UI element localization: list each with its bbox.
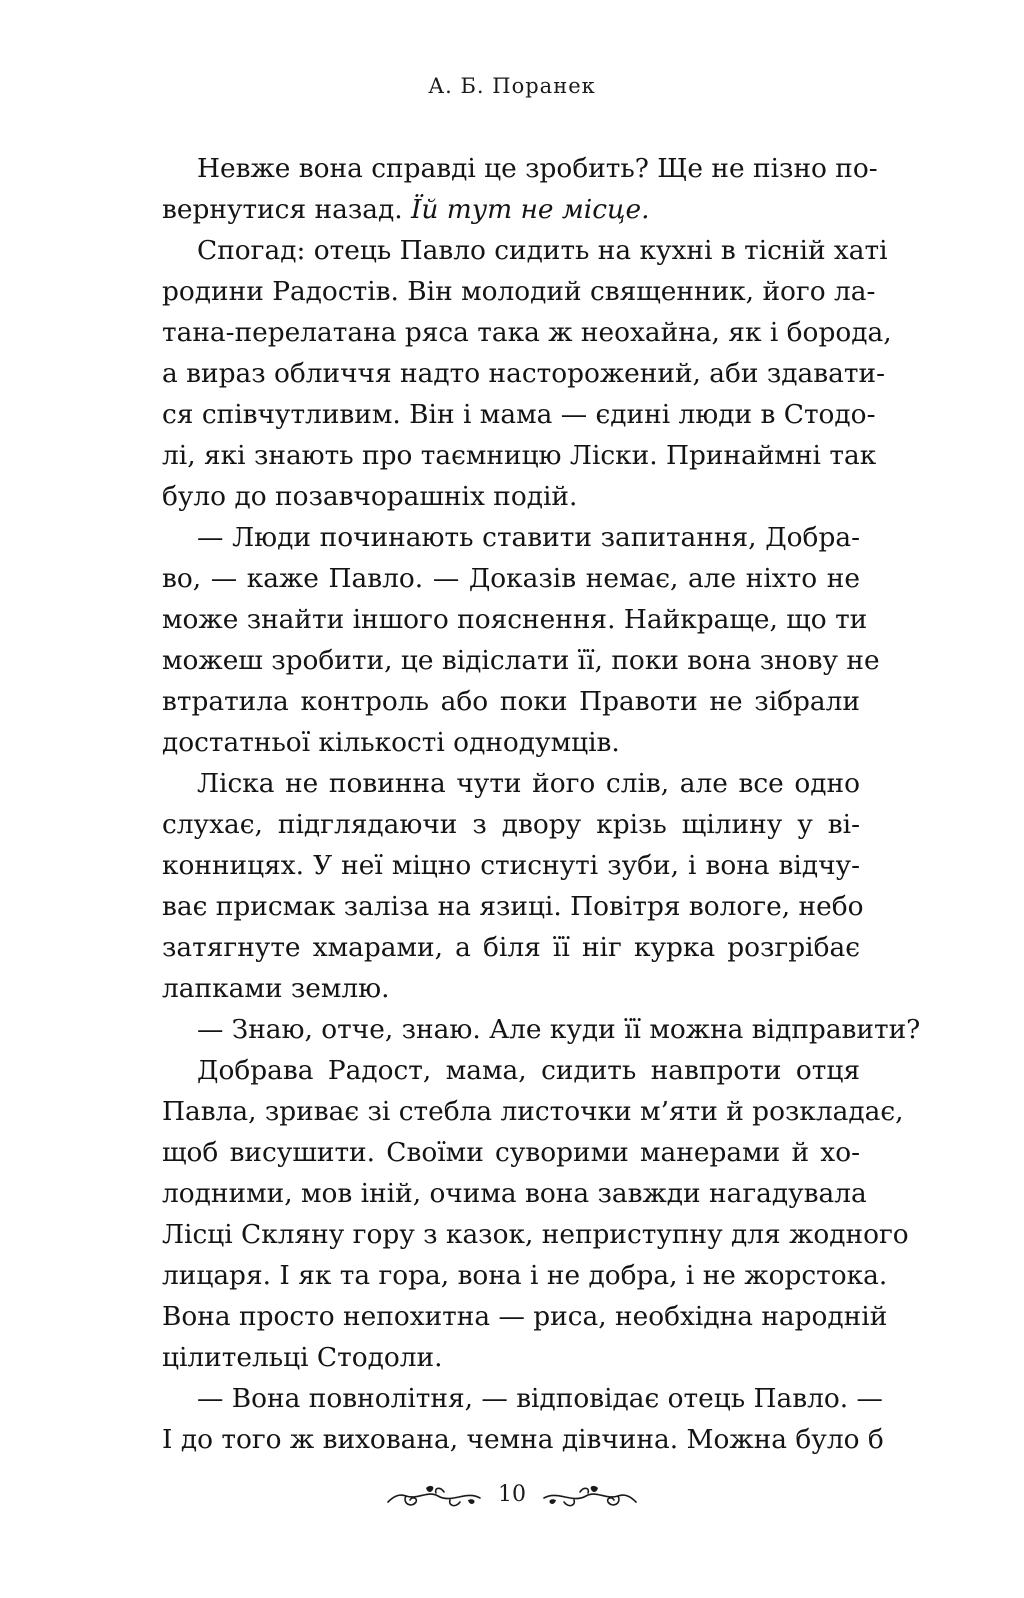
text-line: Вона просто непохитна — риса, необхідна народній: [162, 1301, 888, 1332]
text-line: було до позавчорашніх подій.: [162, 481, 578, 512]
page-footer: [0, 1478, 1024, 1518]
text-line: Добрава Радост, мама, сидить навпроти отця: [197, 1055, 860, 1086]
text-line: І до того ж вихована, чемна дівчина. Можна було б: [162, 1424, 884, 1455]
text-line: [162, 189, 860, 230]
text-line: — Вона повнолітня, — відповідає отець Павло. —: [197, 1383, 883, 1414]
text-line: а вираз обличчя надто насторожений, аби здавати-: [162, 358, 885, 389]
text-line: — Люди починають ставити запитання, Добра-: [197, 522, 860, 553]
text-line: Спогад: отець Павло сидить на кухні в тісній хаті: [197, 235, 888, 266]
text-line: затягнуте хмарами, а біля її ніг курка розгрібає: [162, 932, 860, 963]
paragraph: [162, 1378, 884, 1460]
running-head-author: А. Б. Поранек: [428, 74, 596, 98]
text-line: тана-перелатана ряса така ж неохайна, як і борода,: [162, 317, 892, 348]
text-line: лодними, мов іній, очима вона завжди нагадувала: [162, 1178, 867, 1209]
text-line: щоб висушити. Своїми суворими манерами й хо-: [162, 1137, 860, 1168]
text-line: цілительці Стодоли.: [162, 1342, 443, 1373]
text-line: ся співчутливим. Він і мама — єдині люди в Стодо-: [162, 399, 876, 430]
italic-phrase: Їй тут не місце.: [410, 194, 650, 225]
text-line: слухає, підглядаючи з двору крізь щілину у ві-: [162, 809, 860, 840]
paragraph: [162, 230, 892, 517]
text-line: втратила контроль або поки Правоти не зібрали: [162, 686, 860, 717]
text-line: во, — каже Павло. — Доказів немає, але ніхто не: [162, 563, 860, 594]
text-line: достатньої кількості однодумців.: [162, 727, 620, 758]
text-line: конницях. У неї міцно стиснуті зуби, і вона відчу-: [162, 850, 860, 881]
text-line: — Знаю, отче, знаю. Але куди її можна відправити?: [197, 1014, 921, 1045]
text-line: ває присмак заліза на язиці. Повітря вологе, небо: [162, 891, 864, 922]
page-number: 10: [482, 1482, 542, 1507]
paragraph: [162, 1050, 909, 1378]
text-line: родини Радостів. Він молодий священник, його ла-: [162, 276, 876, 307]
text-line: лапками землю.: [162, 973, 390, 1004]
text-line: Павла, зриває зі стебла листочки м’яти й розкладає,: [162, 1096, 904, 1127]
text-line: лі, які знають про таємницю Ліски. Принаймні так: [162, 440, 877, 471]
text-line: Ліска не повинна чути його слів, але все одно: [197, 768, 860, 799]
text-line: Невже вона справді це зробить? Ще не пізно по-: [197, 153, 878, 184]
paragraph: [162, 1009, 921, 1050]
body-text: [162, 148, 921, 1460]
paragraph: [162, 763, 864, 1009]
paragraph: [162, 517, 880, 763]
text-line: може знайти іншого пояснення. Найкраще, що ти: [162, 604, 868, 635]
text-line: Лісці Скляну гору з казок, неприступну для жодного: [162, 1219, 909, 1250]
text-line: можеш зробити, це відіслати її, поки вона знову не: [162, 645, 880, 676]
paragraph: [162, 148, 878, 230]
text-line-segment: вернутися назад.: [162, 194, 411, 225]
text-line: лицаря. І як та гора, вона і не добра, і не жорстока.: [162, 1260, 888, 1291]
